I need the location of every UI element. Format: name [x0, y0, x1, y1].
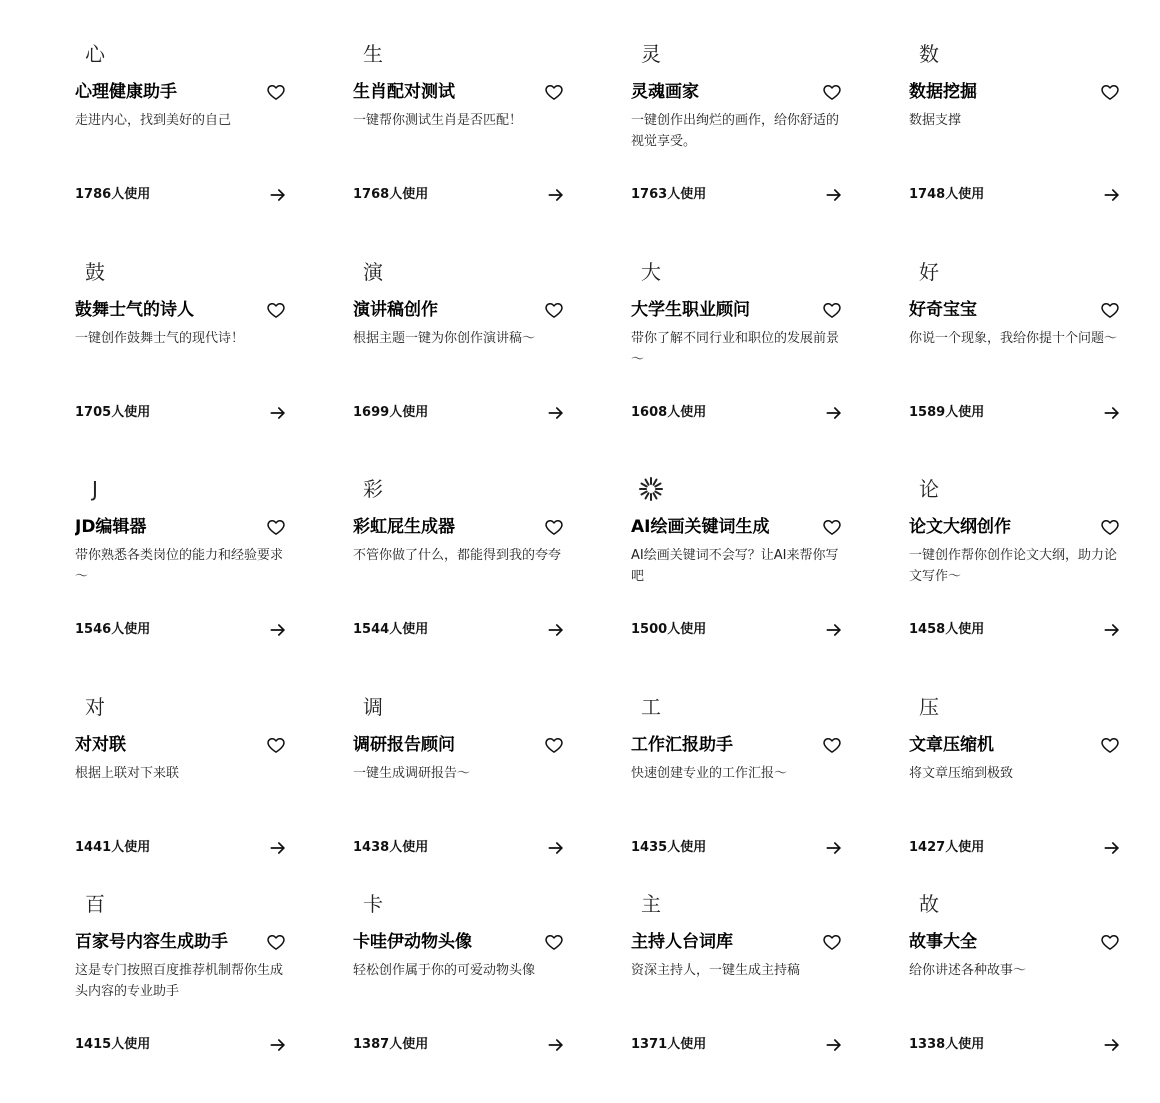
usage-count-suffix: 人使用 [667, 1037, 707, 1052]
usage-count-number: 1763 [631, 187, 668, 202]
heart-outline-icon[interactable] [544, 735, 564, 755]
usage-count [631, 621, 706, 639]
usage-count-suffix: 人使用 [389, 840, 429, 855]
usage-count-suffix: 人使用 [111, 187, 151, 202]
app-description: 给你讲述各种故事～ [909, 963, 1027, 978]
app-title: 数据挖掘 [909, 82, 977, 102]
usage-count-number: 1699 [353, 405, 390, 420]
app-avatar: 压 [919, 695, 939, 719]
usage-count-suffix: 人使用 [111, 840, 151, 855]
arrow-right-icon[interactable] [824, 620, 844, 640]
app-card[interactable] [631, 40, 871, 240]
usage-count-number: 1438 [353, 840, 390, 855]
usage-count-number: 1768 [353, 187, 390, 202]
app-description: 根据主题一键为你创作演讲稿～ [353, 331, 536, 346]
app-avatar: J [92, 477, 98, 501]
arrow-right-icon[interactable] [1102, 838, 1122, 858]
heart-outline-icon[interactable] [1100, 300, 1120, 320]
app-title: 文章压缩机 [909, 735, 994, 755]
usage-count-number: 1544 [353, 622, 390, 637]
heart-outline-icon[interactable] [822, 517, 842, 537]
app-title: 彩虹屁生成器 [353, 517, 455, 537]
app-title: 大学生职业顾问 [631, 300, 750, 320]
app-description: 轻松创作属于你的可爱动物头像 [353, 963, 536, 978]
app-card[interactable] [909, 40, 1149, 240]
usage-count [353, 1036, 428, 1054]
usage-count-number: 1500 [631, 622, 668, 637]
arrow-right-icon[interactable] [268, 620, 288, 640]
app-description: 一键创作帮你创作论文大纲，助力论文写作～ [909, 548, 1118, 584]
app-card[interactable] [909, 258, 1149, 458]
arrow-right-icon[interactable] [268, 838, 288, 858]
app-card[interactable] [75, 693, 315, 893]
usage-count-suffix: 人使用 [389, 187, 429, 202]
app-title: 心理健康助手 [75, 82, 177, 102]
usage-count-number: 1415 [75, 1037, 112, 1052]
arrow-right-icon[interactable] [1102, 403, 1122, 423]
app-card[interactable] [631, 258, 871, 458]
app-card[interactable] [353, 258, 593, 458]
heart-outline-icon[interactable] [266, 82, 286, 102]
app-description: 数据支撑 [909, 113, 962, 128]
usage-count-suffix: 人使用 [945, 840, 985, 855]
heart-outline-icon[interactable] [822, 82, 842, 102]
spinner-icon [637, 475, 665, 503]
heart-outline-icon[interactable] [822, 932, 842, 952]
app-title: 生肖配对测试 [353, 82, 455, 102]
usage-count-suffix: 人使用 [111, 622, 151, 637]
usage-count-suffix: 人使用 [389, 405, 429, 420]
heart-outline-icon[interactable] [822, 300, 842, 320]
app-avatar: 百 [85, 892, 105, 916]
heart-outline-icon[interactable] [266, 517, 286, 537]
app-title: 工作汇报助手 [631, 735, 733, 755]
app-avatar: 数 [919, 42, 939, 66]
arrow-right-icon[interactable] [546, 1035, 566, 1055]
arrow-right-icon[interactable] [1102, 1035, 1122, 1055]
usage-count [75, 404, 150, 422]
app-card[interactable] [909, 890, 1149, 1090]
app-description: 一键生成调研报告～ [353, 766, 471, 781]
app-description: 你说一个现象，我给你提十个问题～ [909, 331, 1118, 346]
app-description: 一键创作出绚烂的画作，给你舒适的视觉享受。 [631, 113, 840, 149]
arrow-right-icon[interactable] [1102, 185, 1122, 205]
usage-count-suffix: 人使用 [945, 622, 985, 637]
arrow-right-icon[interactable] [546, 403, 566, 423]
usage-count [353, 186, 428, 204]
usage-count-number: 1589 [909, 405, 946, 420]
app-card[interactable] [75, 890, 315, 1090]
app-title: 论文大纲创作 [909, 517, 1011, 537]
heart-outline-icon[interactable] [544, 300, 564, 320]
usage-count-number: 1786 [75, 187, 112, 202]
app-avatar: 生 [363, 42, 383, 66]
app-title: 灵魂画家 [631, 82, 699, 102]
usage-count [909, 1036, 984, 1054]
heart-outline-icon[interactable] [1100, 82, 1120, 102]
app-avatar: 调 [363, 695, 383, 719]
app-title: 好奇宝宝 [909, 300, 977, 320]
usage-count [631, 404, 706, 422]
usage-count-number: 1427 [909, 840, 946, 855]
app-avatar: 论 [919, 477, 939, 501]
usage-count-number: 1705 [75, 405, 112, 420]
usage-count-number: 1435 [631, 840, 668, 855]
app-card[interactable] [631, 890, 871, 1090]
usage-count [75, 186, 150, 204]
app-title: AI绘画关键词生成 [631, 517, 770, 537]
app-avatar: 彩 [363, 477, 383, 501]
heart-outline-icon[interactable] [266, 932, 286, 952]
heart-outline-icon[interactable] [1100, 932, 1120, 952]
app-description: 带你熟悉各类岗位的能力和经验要求～ [75, 548, 284, 584]
app-avatar: 好 [919, 260, 939, 284]
heart-outline-icon[interactable] [266, 735, 286, 755]
app-title: 对对联 [75, 735, 126, 755]
app-card[interactable] [353, 890, 593, 1090]
usage-count [909, 621, 984, 639]
app-description: 将文章压缩到极致 [909, 766, 1014, 781]
usage-count-suffix: 人使用 [945, 187, 985, 202]
heart-outline-icon[interactable] [1100, 517, 1120, 537]
usage-count-suffix: 人使用 [667, 622, 707, 637]
usage-count [909, 404, 984, 422]
usage-count-number: 1441 [75, 840, 112, 855]
app-avatar: 故 [919, 892, 939, 916]
usage-count [353, 621, 428, 639]
arrow-right-icon[interactable] [268, 403, 288, 423]
app-avatar: 大 [641, 260, 661, 284]
app-card[interactable] [75, 258, 315, 458]
arrow-right-icon[interactable] [824, 185, 844, 205]
app-title: 故事大全 [909, 932, 977, 952]
heart-outline-icon[interactable] [544, 82, 564, 102]
heart-outline-icon[interactable] [1100, 735, 1120, 755]
usage-count-number: 1748 [909, 187, 946, 202]
heart-outline-icon[interactable] [544, 932, 564, 952]
app-title: 百家号内容生成助手 [75, 932, 228, 952]
usage-count-suffix: 人使用 [667, 405, 707, 420]
heart-outline-icon[interactable] [822, 735, 842, 755]
app-title: 主持人台词库 [631, 932, 733, 952]
usage-count [631, 1036, 706, 1054]
usage-count [75, 1036, 150, 1054]
app-card[interactable] [75, 475, 315, 675]
usage-count-suffix: 人使用 [667, 840, 707, 855]
usage-count-number: 1371 [631, 1037, 668, 1052]
app-description: AI绘画关键词不会写？让AI来帮你写吧 [631, 548, 839, 584]
usage-count-suffix: 人使用 [389, 1037, 429, 1052]
app-description: 快速创建专业的工作汇报～ [631, 766, 788, 781]
heart-outline-icon[interactable] [266, 300, 286, 320]
heart-outline-icon[interactable] [544, 517, 564, 537]
app-title: 卡哇伊动物头像 [353, 932, 472, 952]
usage-count [909, 839, 984, 857]
arrow-right-icon[interactable] [546, 838, 566, 858]
usage-count-suffix: 人使用 [111, 1037, 151, 1052]
usage-count [75, 621, 150, 639]
arrow-right-icon[interactable] [546, 620, 566, 640]
arrow-right-icon[interactable] [268, 1035, 288, 1055]
app-description: 一键帮你测试生肖是否匹配！ [353, 113, 523, 128]
app-description: 不管你做了什么，都能得到我的夸夸 [353, 548, 562, 563]
app-avatar: 主 [641, 892, 661, 916]
usage-count-suffix: 人使用 [389, 622, 429, 637]
app-avatar: 灵 [641, 42, 661, 66]
usage-count [909, 186, 984, 204]
usage-count [631, 186, 706, 204]
app-card[interactable] [909, 475, 1149, 675]
arrow-right-icon[interactable] [546, 185, 566, 205]
usage-count [75, 839, 150, 857]
usage-count-number: 1608 [631, 405, 668, 420]
arrow-right-icon[interactable] [824, 1035, 844, 1055]
app-title: 演讲稿创作 [353, 300, 438, 320]
arrow-right-icon[interactable] [824, 838, 844, 858]
app-title: 鼓舞士气的诗人 [75, 300, 194, 320]
app-card[interactable] [631, 475, 871, 675]
app-avatar: 工 [641, 695, 661, 719]
app-card[interactable] [75, 40, 315, 240]
usage-count [353, 404, 428, 422]
app-avatar: 对 [85, 695, 105, 719]
usage-count [353, 839, 428, 857]
usage-count [631, 839, 706, 857]
app-description: 一键创作鼓舞士气的现代诗！ [75, 331, 245, 346]
usage-count-suffix: 人使用 [945, 405, 985, 420]
app-description: 走进内心，找到美好的自己 [75, 113, 232, 128]
app-card[interactable] [353, 40, 593, 240]
app-avatar: 演 [363, 260, 383, 284]
usage-count-number: 1338 [909, 1037, 946, 1052]
usage-count-number: 1546 [75, 622, 112, 637]
app-card[interactable] [353, 475, 593, 675]
app-card[interactable] [909, 693, 1149, 893]
arrow-right-icon[interactable] [268, 185, 288, 205]
usage-count-suffix: 人使用 [111, 405, 151, 420]
app-title: 调研报告顾问 [353, 735, 455, 755]
app-card[interactable] [353, 693, 593, 893]
app-card[interactable] [631, 693, 871, 893]
app-description: 带你了解不同行业和职位的发展前景～ [631, 331, 840, 367]
app-description: 根据上联对下来联 [75, 766, 180, 781]
app-description: 资深主持人，一键生成主持稿 [631, 963, 801, 978]
app-title: JD编辑器 [75, 517, 147, 537]
usage-count-number: 1458 [909, 622, 946, 637]
usage-count-suffix: 人使用 [667, 187, 707, 202]
app-description: 这是专门按照百度推荐机制帮你生成头内容的专业助手 [75, 963, 284, 999]
usage-count-suffix: 人使用 [945, 1037, 985, 1052]
app-avatar: 鼓 [85, 260, 105, 284]
arrow-right-icon[interactable] [824, 403, 844, 423]
arrow-right-icon[interactable] [1102, 620, 1122, 640]
app-avatar: 卡 [363, 892, 383, 916]
app-avatar: 心 [85, 42, 105, 66]
usage-count-number: 1387 [353, 1037, 390, 1052]
